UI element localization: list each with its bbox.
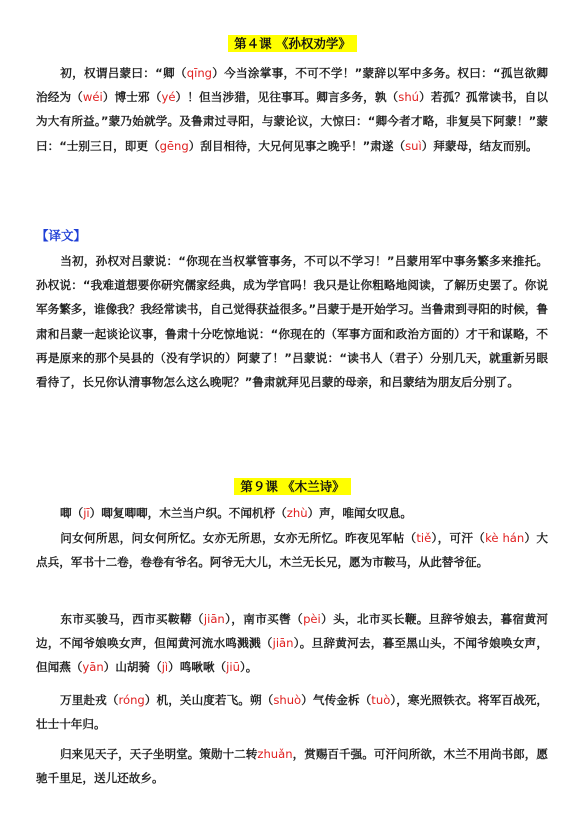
lesson9-runs-4: [36, 693, 548, 731]
text-run: ）博士邪（: [102, 90, 162, 105]
text-run: ），寒光照铁衣。将军百战死，壮士十年归。: [36, 693, 548, 732]
text-run: 万里赴戎（: [60, 693, 119, 707]
text-run: ）大点兵，军书十二卷，卷卷有爷名。阿爷无大儿，木兰无长兄，愿为市鞍马，从此替爷征。: [36, 531, 549, 570]
pinyin-annotation: zhù: [286, 506, 308, 520]
text-run: 归来见天子，天子坐明堂。策勋十二转: [60, 747, 258, 761]
pinyin-annotation: jiān: [272, 636, 294, 651]
text-run: ）刮目相待，大兄何见事之晚乎！”肃遂（: [188, 138, 406, 153]
pinyin-annotation: pèi: [303, 612, 321, 626]
pinyin-annotation: shú: [398, 90, 420, 105]
text-run: 初，权谓吕蒙曰：“卿（: [60, 66, 187, 80]
pinyin-annotation: yé: [161, 90, 176, 105]
pinyin-annotation: róng: [118, 693, 145, 707]
lesson9-paragraph-1: [36, 501, 548, 525]
text-run: ）。: [239, 660, 258, 675]
text-run: ）气传金柝（: [301, 693, 372, 707]
lesson4-title: 第４课 《孙权劝学》: [228, 35, 357, 52]
pinyin-annotation: wéi: [82, 90, 103, 105]
lesson9-runs-3: [36, 612, 548, 674]
text-run: ）山胡骑（: [103, 660, 162, 675]
text-run: 问女何所思，问女何所忆。女亦无所思，女亦无所忆。昨夜见军帖（: [60, 531, 417, 545]
translation-heading: 【译文】: [36, 228, 87, 243]
lesson9-paragraph-3: [36, 607, 548, 680]
lesson9-paragraph-4: [36, 688, 548, 736]
pinyin-annotation: gēng: [159, 138, 189, 153]
text-run: ）声，唯闻女叹息。: [307, 506, 412, 520]
pinyin-annotation: jiū: [226, 660, 240, 675]
pinyin-annotation: tuò: [371, 693, 391, 707]
pinyin-annotation: qīng: [186, 66, 213, 80]
lesson9-paragraph-2: [36, 526, 548, 574]
pinyin-annotation: jì: [161, 660, 169, 675]
lesson4-runs: [36, 66, 548, 153]
pinyin-annotation: kè hán: [485, 531, 525, 545]
text-run: 唧（: [60, 506, 84, 520]
lesson9-title: 第９课 《木兰诗》: [234, 478, 350, 495]
lesson9-title-row: [0, 476, 585, 495]
text-run: ）唧复唧唧，木兰当户织。不闻机杼（: [89, 506, 287, 520]
text-run: ）今当涂掌事，不可不学！”蒙辞以军中多务。权曰：“孤岂欲卿治经为（: [36, 66, 549, 105]
lesson9-runs-2: [36, 531, 548, 569]
lesson9-paragraph-5: [36, 742, 548, 790]
lesson4-text: [36, 61, 548, 158]
text-run: ），可汗（: [431, 531, 486, 545]
lesson9-runs-1: [60, 506, 412, 520]
text-run: ）拜蒙母，结友而别。: [421, 138, 538, 153]
pinyin-annotation: jiān: [203, 612, 225, 626]
text-run: 东市买骏马，西市买鞍鞯（: [60, 612, 204, 626]
pinyin-annotation: jī: [83, 506, 90, 520]
pinyin-annotation: tiě: [416, 531, 432, 545]
lesson4-title-row: [0, 33, 585, 52]
text-run: ）！但当涉猎，见往事耳。卿言多务，孰（: [175, 90, 399, 105]
pinyin-annotation: zhuǎn: [257, 747, 293, 761]
text-run: ，赏赐百千强。可汗问所欲，木兰不用尚书郎，愿驰千里足，送儿还故乡。: [36, 747, 548, 786]
text-run: ）鸣啾啾（: [168, 660, 227, 675]
translation-text: [36, 249, 548, 394]
pinyin-annotation: shuò: [273, 693, 302, 707]
pinyin-annotation: yān: [82, 660, 104, 675]
text-run: ）若孤？孤常读书，自以为大有所益。”蒙乃始就学。及鲁肃过寻阳，与蒙论议，大惊曰：“卿今者才略，非复吴下阿蒙！”蒙曰：“士别三日，即更（: [36, 90, 548, 153]
pinyin-annotation: suì: [405, 138, 422, 153]
text-run: ），南市买辔（: [224, 612, 304, 626]
text-run: ）机，关山度若飞。朔（: [144, 693, 274, 707]
translation-body: 当初，孙权对吕蒙说：“你现在当权掌管事务，不可以不学习！”吕蒙用军中事务繁多来推托。孙权说：“我难道想要你研究儒家经典，成为学官吗！我只是让你粗略地阅读，了解历史罢了。你说军务繁多，谁像我？我经常读书，自己觉得获益很多。”吕蒙于是开始学习。当鲁肃到寻阳的时候，鲁肃和吕蒙一起谈论议事，鲁肃十分吃惊地说：“你现在的（军事方面和政治方面的）才干和谋略，不再是原来的那个吴县的（没有学识的）阿蒙了！”吕蒙说：“读书人（君子）分别几天，就重新另眼看待了，长兄你认清事物怎么这么晚呢？”鲁肃就拜见吕蒙的母亲，和吕蒙结为朋友后分别了。: [36, 254, 548, 390]
lesson9-runs-5: [36, 747, 548, 785]
text-run: ）头，北市买长鞭。旦辞爷娘去，暮宿黄河边，不闻爷娘唤女声，但闻黄河流水鸣溅溅（: [36, 612, 548, 651]
text-run: ）。旦辞黄河去，暮至黑山头，不闻爷娘唤女声，但闻燕（: [36, 636, 548, 675]
